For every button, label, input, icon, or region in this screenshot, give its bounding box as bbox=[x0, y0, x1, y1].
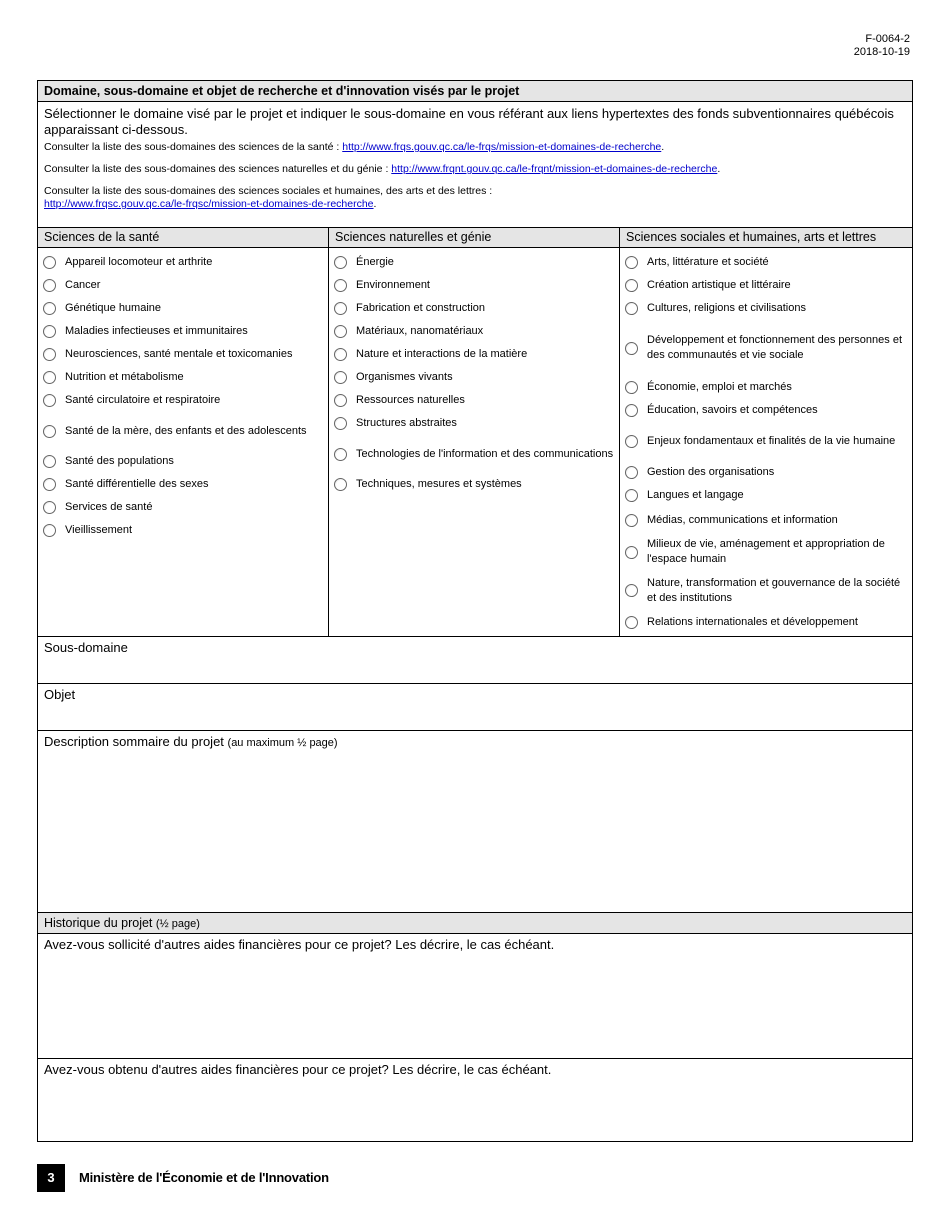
domain-option[interactable] bbox=[329, 435, 619, 473]
radio-button[interactable] bbox=[334, 256, 347, 269]
domain-option-label: Enjeux fondamentaux et finalités de la vie humaine bbox=[647, 435, 896, 447]
domain-option[interactable] bbox=[329, 274, 619, 297]
radio-button[interactable] bbox=[625, 302, 638, 315]
domain-option[interactable] bbox=[620, 507, 912, 533]
intro-nature-text: Consulter la liste des sous-domaines des sciences naturelles et du génie : bbox=[44, 163, 392, 175]
domain-option-label: Santé des populations bbox=[65, 455, 174, 467]
radio-button[interactable] bbox=[43, 348, 56, 361]
intro-sante-text: Consulter la liste des sous-domaines des sciences de la santé : bbox=[44, 141, 343, 153]
domain-option-label: Organismes vivants bbox=[356, 371, 453, 383]
link-frqsc[interactable]: http://www.frqsc.gouv.qc.ca/le-frqsc/mission-et-domaines-de-recherche bbox=[44, 198, 374, 210]
domain-option[interactable] bbox=[329, 343, 619, 366]
radio-button[interactable] bbox=[334, 325, 347, 338]
radio-button[interactable] bbox=[625, 256, 638, 269]
radio-button[interactable] bbox=[334, 478, 347, 491]
domain-option[interactable] bbox=[620, 484, 912, 507]
radio-button[interactable] bbox=[334, 417, 347, 430]
radio-button[interactable] bbox=[43, 302, 56, 315]
domain-option-label: Arts, littérature et société bbox=[647, 256, 769, 268]
domain-options bbox=[38, 248, 912, 637]
col-header-nature: Sciences naturelles et génie bbox=[329, 228, 620, 247]
radio-button[interactable] bbox=[625, 616, 638, 629]
column-headers bbox=[38, 228, 912, 248]
radio-button[interactable] bbox=[43, 524, 56, 537]
domain-option-label: Génétique humaine bbox=[65, 302, 162, 314]
radio-button[interactable] bbox=[625, 466, 638, 479]
domain-option[interactable] bbox=[38, 366, 328, 389]
domain-option-label: Cultures, religions et civilisations bbox=[647, 302, 806, 314]
sous-domaine-label: Sous-domaine bbox=[44, 640, 128, 655]
link-frqs[interactable]: http://www.frqs.gouv.qc.ca/le-frqs/mission-et-domaines-de-recherche bbox=[342, 141, 662, 153]
radio-button[interactable] bbox=[43, 256, 56, 269]
ministry-name: Ministère de l'Économie et de l'Innovation bbox=[79, 1170, 329, 1185]
domain-option[interactable] bbox=[620, 610, 912, 635]
domain-option-label: Services de santé bbox=[65, 501, 153, 513]
form-code: F-0064-2 bbox=[865, 33, 910, 45]
radio-button[interactable] bbox=[334, 348, 347, 361]
domain-option[interactable] bbox=[38, 320, 328, 343]
historique-title bbox=[38, 913, 912, 934]
historique-title-note: (½ page) bbox=[155, 918, 200, 930]
domain-option-label: Ressources naturelles bbox=[356, 394, 465, 406]
domain-option[interactable] bbox=[38, 496, 328, 519]
link-frqnt[interactable]: http://www.frqnt.gouv.qc.ca/le-frqnt/mission-et-domaines-de-recherche bbox=[391, 163, 718, 175]
radio-button[interactable] bbox=[625, 435, 638, 448]
domain-option[interactable] bbox=[38, 450, 328, 473]
domain-option[interactable] bbox=[38, 473, 328, 496]
domain-option-label: Structures abstraites bbox=[356, 417, 457, 429]
description-note: (au maximum ½ page) bbox=[227, 737, 338, 749]
description-label: Description sommaire du projet bbox=[44, 734, 224, 749]
domain-option-label: Éducation, savoirs et compétences bbox=[647, 404, 818, 416]
radio-button[interactable] bbox=[334, 394, 347, 407]
col-sante bbox=[38, 248, 329, 637]
radio-button[interactable] bbox=[625, 342, 638, 355]
domain-option-label: Techniques, mesures et systèmes bbox=[356, 478, 522, 490]
sollicite-question: Avez-vous sollicité d'autres aides financières pour ce projet? Les décrire, le cas échéant. bbox=[44, 937, 555, 952]
radio-button[interactable] bbox=[43, 501, 56, 514]
domain-option[interactable] bbox=[620, 274, 912, 297]
domain-option[interactable] bbox=[329, 412, 619, 435]
domain-option-label: Santé circulatoire et respiratoire bbox=[65, 394, 221, 406]
description-field[interactable] bbox=[38, 731, 912, 913]
domain-option[interactable] bbox=[329, 366, 619, 389]
radio-button[interactable] bbox=[625, 584, 638, 597]
domain-option-label: Maladies infectieuses et immunitaires bbox=[65, 325, 248, 337]
obtenu-field[interactable] bbox=[38, 1059, 912, 1131]
intro-social bbox=[44, 185, 906, 198]
domain-option-label: Santé de la mère, des enfants et des adolescents bbox=[65, 424, 307, 437]
intro-nature: Consulter la liste des sous-domaines des sciences naturelles et du génie : http://www.frqnt.gouv.qc.ca/le-frqnt/mission-et-domaines-de-recherche. bbox=[44, 163, 721, 175]
col-header-social: Sciences sociales et humaines, arts et lettres bbox=[626, 230, 877, 244]
domain-option-label: Économie, emploi et marchés bbox=[647, 381, 792, 393]
form bbox=[37, 80, 913, 1142]
domain-option-label: Relations internationales et développement bbox=[647, 616, 858, 628]
domain-option[interactable] bbox=[329, 389, 619, 412]
domain-option-label: Milieux de vie, aménagement et appropriation de l'espace humain bbox=[647, 538, 885, 565]
page-number: 3 bbox=[37, 1164, 65, 1192]
radio-button[interactable] bbox=[43, 425, 56, 438]
radio-button[interactable] bbox=[625, 381, 638, 394]
radio-button[interactable] bbox=[43, 478, 56, 491]
radio-button[interactable] bbox=[334, 302, 347, 315]
col-header-sante: Sciences de la santé bbox=[38, 228, 329, 247]
domain-option[interactable] bbox=[38, 297, 328, 320]
radio-button[interactable] bbox=[43, 455, 56, 468]
radio-button[interactable] bbox=[625, 489, 638, 502]
domain-option-label: Médias, communications et information bbox=[647, 513, 838, 526]
domain-option-label: Développement et fonctionnement des personnes et des communautés et vie sociale bbox=[647, 334, 902, 361]
col-social bbox=[620, 248, 912, 636]
radio-button[interactable] bbox=[43, 279, 56, 292]
domain-option[interactable] bbox=[620, 422, 912, 461]
domain-option[interactable] bbox=[329, 251, 619, 274]
domain-option-label: Vieillissement bbox=[65, 524, 133, 536]
domain-option-label: Nature et interactions de la matière bbox=[356, 348, 528, 360]
domain-option[interactable] bbox=[620, 461, 912, 484]
domain-option[interactable] bbox=[620, 297, 912, 320]
sous-domaine-field[interactable] bbox=[38, 637, 912, 684]
domain-option[interactable] bbox=[620, 251, 912, 274]
intro-sante: Consulter la liste des sous-domaines des sciences de la santé : http://www.frqs.gouv.qc.ca/le-frqs/mission-et-domaines-de-recherche. bbox=[44, 141, 665, 153]
domain-option-label: Fabrication et construction bbox=[356, 302, 486, 314]
domain-option[interactable] bbox=[329, 473, 619, 496]
radio-button[interactable] bbox=[43, 371, 56, 384]
col-nature bbox=[329, 248, 620, 637]
domain-option-label: Création artistique et littéraire bbox=[647, 279, 791, 291]
radio-button[interactable] bbox=[625, 546, 638, 559]
intro-social-link-line: http://www.frqsc.gouv.qc.ca/le-frqsc/mission-et-domaines-de-recherche. bbox=[44, 198, 377, 210]
domain-option-label: Technologies de l'information et des communications bbox=[356, 447, 614, 460]
section-title: Domaine, sous-domaine et objet de recherche et d'innovation visés par le projet bbox=[38, 81, 912, 102]
intro bbox=[38, 102, 912, 228]
objet-field[interactable] bbox=[38, 684, 912, 731]
domain-option-label: Gestion des organisations bbox=[647, 466, 775, 478]
domain-option-label: Langues et langage bbox=[647, 489, 744, 501]
domain-option[interactable] bbox=[38, 251, 328, 274]
domain-option[interactable] bbox=[38, 389, 328, 412]
domain-option-label: Matériaux, nanomatériaux bbox=[356, 325, 484, 337]
domain-option[interactable] bbox=[620, 320, 912, 376]
domain-option-label: Nature, transformation et gouvernance de la société et des institutions bbox=[647, 576, 901, 604]
form-date: 2018-10-19 bbox=[853, 46, 910, 58]
radio-button[interactable] bbox=[625, 514, 638, 527]
sollicite-field[interactable] bbox=[38, 934, 912, 1059]
domain-option[interactable] bbox=[38, 274, 328, 297]
domain-option[interactable] bbox=[38, 412, 328, 450]
obtenu-question: Avez-vous obtenu d'autres aides financières pour ce projet? Les décrire, le cas échéant. bbox=[44, 1062, 552, 1077]
domain-option[interactable] bbox=[620, 533, 912, 571]
radio-button[interactable] bbox=[43, 394, 56, 407]
domain-option-label: Énergie bbox=[356, 256, 394, 268]
radio-button[interactable] bbox=[334, 448, 347, 461]
radio-button[interactable] bbox=[334, 279, 347, 292]
radio-button[interactable] bbox=[43, 325, 56, 338]
domain-option-label: Neurosciences, santé mentale et toxicomanies bbox=[65, 348, 293, 360]
domain-option-label: Environnement bbox=[356, 279, 430, 291]
domain-option[interactable] bbox=[329, 297, 619, 320]
domain-option-label: Appareil locomoteur et arthrite bbox=[65, 256, 213, 268]
domain-option-label: Nutrition et métabolisme bbox=[65, 371, 184, 383]
intro-social-text: Consulter la liste des sous-domaines des sciences sociales et humaines, des arts et des lettres : bbox=[44, 185, 493, 197]
domain-option-label: Santé différentielle des sexes bbox=[65, 478, 209, 490]
domain-option[interactable] bbox=[38, 519, 328, 542]
domain-option[interactable] bbox=[329, 320, 619, 343]
domain-option[interactable] bbox=[620, 376, 912, 399]
radio-button[interactable] bbox=[334, 371, 347, 384]
domain-option-label: Cancer bbox=[65, 279, 101, 291]
intro-main-text: Sélectionner le domaine visé par le projet et indiquer le sous-domaine en vous référant aux liens hypertextes des fonds subventionnaires québécois apparaissant ci-dessous. bbox=[44, 106, 894, 137]
domain-option[interactable] bbox=[620, 571, 912, 610]
domain-option[interactable] bbox=[620, 399, 912, 422]
objet-label: Objet bbox=[44, 687, 76, 702]
radio-button[interactable] bbox=[625, 404, 638, 417]
historique-title-text: Historique du projet bbox=[44, 916, 153, 930]
radio-button[interactable] bbox=[625, 279, 638, 292]
form-code-block bbox=[854, 33, 910, 59]
domain-option[interactable] bbox=[38, 343, 328, 366]
